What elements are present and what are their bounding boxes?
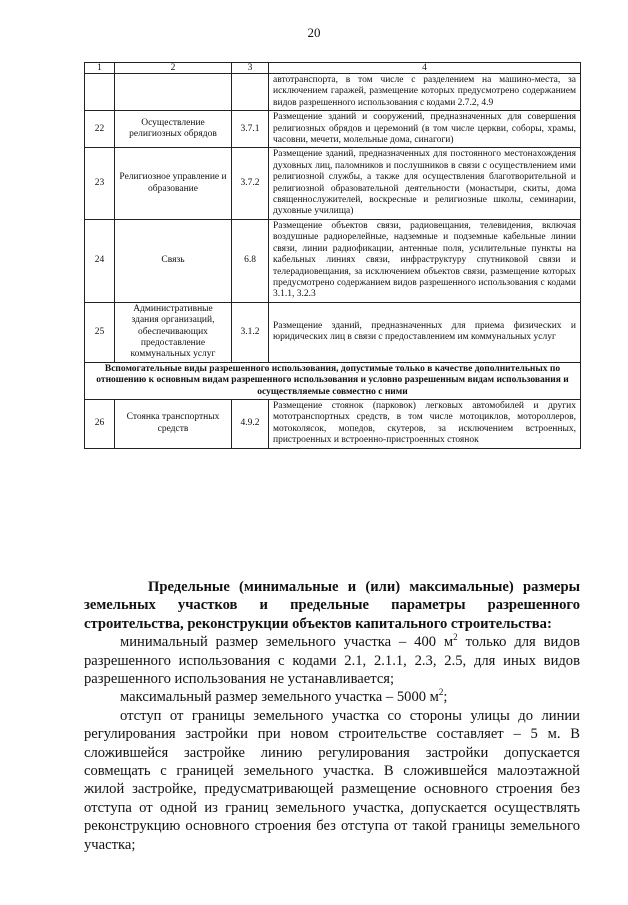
row-description-cell: автотранспорта, в том числе с разделением на машино-места, за исключением гаражей, размещение которых предусмотрено содержанием видов разрешенного использования с кодами 2.7.2, 4.9	[269, 74, 581, 111]
row-name-cell: Осуществление религиозных обрядов	[115, 111, 232, 148]
min-area-text: минимальный размер земельного участка – 400 м	[120, 634, 454, 651]
section-heading: Вспомогательные виды разрешенного использования, допустимые только в качестве дополнительных по отношению к основным видам разрешенного использования и условно разрешенным видам использования и осуществляемые совместно с ними	[85, 362, 581, 399]
min-area-paragraph	[84, 633, 580, 688]
row-name-cell: Административные здания организаций, обеспечивающих предоставление коммунальных услуг	[115, 302, 232, 362]
row-number-cell: 25	[85, 302, 115, 362]
column-header: 3	[232, 63, 269, 74]
table-row-continued	[85, 74, 581, 111]
table-header-row	[85, 63, 581, 74]
setback-paragraph: отступ от границы земельного участка со стороны улицы до линии регулирования застройки при новом строительстве составляет – 5 м. В сложившейся застройке линию регулирования застройки допускается совмещать с границей земельного участка. В сложившейся малоэтажной жилой застройке, предусматривающей размещение основного строения без отступа от одной из границ земельного участка, допускается осуществлять реконструкцию основного строения без отступа от такой границы земельного участка;	[84, 707, 580, 853]
row-number-cell: 22	[85, 111, 115, 148]
row-code-cell: 3.7.2	[232, 148, 269, 219]
row-name-cell: Связь	[115, 219, 232, 302]
row-number-cell: 24	[85, 219, 115, 302]
column-header: 2	[115, 63, 232, 74]
section-heading-row	[85, 362, 581, 399]
row-description-cell: Размещение зданий, предназначенных для постоянного местонахождения духовных лиц, паломников и послушников в связи с осуществлением ими религиозной службы, а также для осуществления благотворительной и религиозной образовательной деятельности (монастыри, скиты, дома священнослужителей, воскресные и религиозные школы, семинарии, духовные училища)	[269, 148, 581, 219]
row-name-cell: Стоянка транспортных средств	[115, 399, 232, 448]
column-header: 1	[85, 63, 115, 74]
table-row	[85, 111, 581, 148]
unit-exponent: 2	[453, 632, 458, 643]
row-code-cell: 3.7.1	[232, 111, 269, 148]
row-code-cell: 3.1.2	[232, 302, 269, 362]
land-use-table	[84, 62, 581, 449]
page-number: 20	[307, 25, 321, 40]
row-code-cell: 6.8	[232, 219, 269, 302]
row-code-cell	[232, 74, 269, 111]
section-title: Предельные (минимальные и (или) максимальные) размеры земельных участков и предельные параметры разрешенного строительства, реконструкции объектов капитального строительства:	[84, 579, 580, 632]
min-area-text-tail: только для видов разрешенного использования с кодами 2.1, 2.1.1, 2.3, 2.5, для иных видов разрешенного использования не устанавливается;	[84, 634, 580, 688]
table-row	[85, 399, 581, 448]
row-name-cell	[115, 74, 232, 111]
row-description-cell: Размещение стоянок (парковок) легковых автомобилей и других мототранспортных средств, в том числе мотоциклов, мотороллеров, мотоколясок, мопедов, скутеров, за исключением встроенных, пристроенных и встроенно-пристроенных стоянок	[269, 399, 581, 448]
max-area-paragraph	[84, 688, 580, 706]
table-row	[85, 302, 581, 362]
row-number-cell: 26	[85, 399, 115, 448]
max-area-text: максимальный размер земельного участка – 5000 м	[120, 689, 439, 706]
body-text	[84, 578, 580, 854]
row-number-cell	[85, 74, 115, 111]
row-code-cell: 4.9.2	[232, 399, 269, 448]
row-name-cell: Религиозное управление и образование	[115, 148, 232, 219]
row-description-cell: Размещение объектов связи, радиовещания, телевидения, включая воздушные радиорелейные, надземные и подземные кабельные линии связи, линии радиофикации, антенные поля, усилительные пункты на кабельных линиях связи, инфраструктуру спутниковой связи и телерадиовещания, за исключением объектов связи, размещение которых предусмотрено содержанием видов разрешенного использования с кодами 3.1.1, 3.2.3	[269, 219, 581, 302]
unit-exponent: 2	[438, 687, 444, 698]
table-row	[85, 148, 581, 219]
row-description-cell: Размещение зданий, предназначенных для приема физических и юридических лиц в связи с предоставлением им коммунальных услуг	[269, 302, 581, 362]
column-header: 4	[269, 63, 581, 74]
row-number-cell: 23	[85, 148, 115, 219]
table-row	[85, 219, 581, 302]
row-description-cell: Размещение зданий и сооружений, предназначенных для совершения религиозных обрядов и церемоний (в том числе церкви, соборы, храмы, часовни, мечети, молельные дома, синагоги)	[269, 111, 581, 148]
max-area-text-tail: ;	[443, 689, 448, 706]
